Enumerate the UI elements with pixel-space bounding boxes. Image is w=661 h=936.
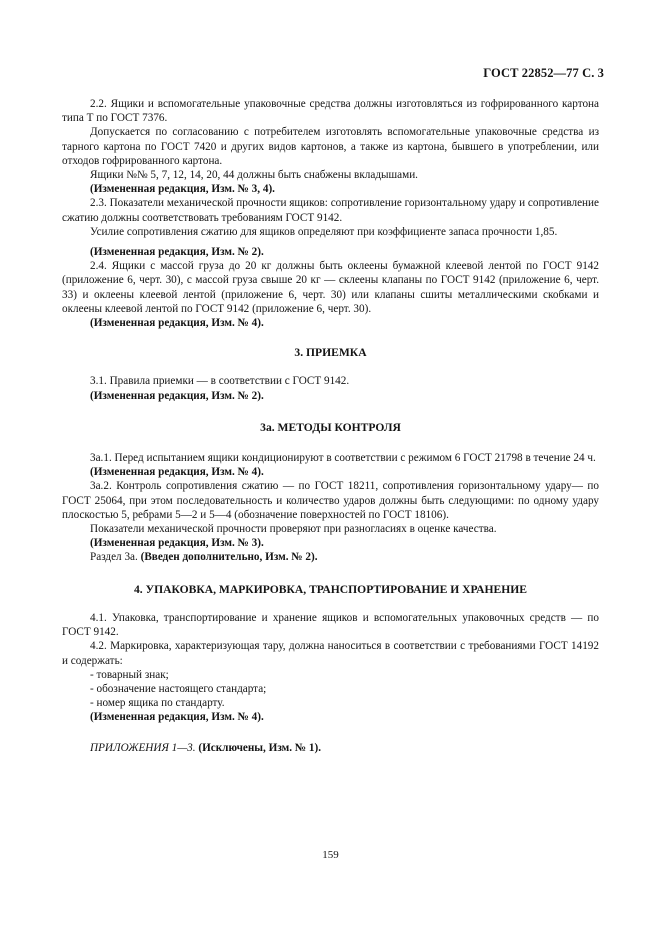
- amendment-note: (Измененная редакция, Изм. № 3).: [90, 537, 264, 550]
- clause-3a-2: 3а.2. Контроль сопротивления сжатию — по ГОСТ 18211, сопротивления горизонтальному удару— по ГОСТ 25064, при этом последовательность и количество ударов должны быть следующими: по одному удару плоскостью 5, ребрами 5—2 и 5—4 (обозначение поверхностей по ГОСТ 18106).: [62, 480, 599, 521]
- amendment-note: (Измененная редакция, Изм. № 4).: [90, 466, 264, 479]
- list-item: - номер ящика по стандарту.: [90, 697, 225, 710]
- clause-2-2-inserts: Ящики №№ 5, 7, 12, 14, 20, 44 должны быть снабжены вкладышами.: [90, 169, 418, 182]
- page-number: 159: [322, 849, 339, 861]
- section-3a-note-amendment: (Введен дополнительно, Изм. № 2).: [140, 551, 318, 564]
- amendment-note: (Измененная редакция, Изм. № 4).: [90, 711, 264, 724]
- section-heading-packaging: 4. УПАКОВКА, МАРКИРОВКА, ТРАНСПОРТИРОВАНИЕ И ХРАНЕНИЕ: [133, 582, 528, 596]
- section-3a-note: [62, 550, 599, 564]
- section-heading-test-methods: 3а. МЕТОДЫ КОНТРОЛЯ: [260, 420, 401, 434]
- appendices-label: ПРИЛОЖЕНИЯ 1—3.: [90, 741, 196, 754]
- clause-2-2: 2.2. Ящики и вспомогательные упаковочные средства должны изготовляться из гофрированного картона типа Т по ГОСТ 7376.: [62, 98, 599, 125]
- clause-3a-2-note: Показатели механической прочности проверяют при разногласиях в оценке качества.: [90, 523, 497, 536]
- clause-2-2-allowance: Допускается по согласованию с потребителем изготовлять вспомогательные упаковочные средства из тарного картона по ГОСТ 7420 и других видов картонов, а также из картона, бывшего в употреблении, или отходов гофрированного картона.: [62, 126, 599, 167]
- amendment-note: (Измененная редакция, Изм. № 4).: [90, 317, 264, 330]
- document-body: [62, 97, 599, 755]
- appendices-amendment: (Исключены, Изм. № 1).: [195, 741, 322, 754]
- list-item: - обозначение настоящего стандарта;: [90, 682, 267, 695]
- amendment-note: (Измененная редакция, Изм. № 2).: [90, 389, 264, 402]
- section-heading-acceptance: 3. ПРИЕМКА: [294, 346, 367, 360]
- clause-2-3-force: Усилие сопротивления сжатию для ящиков определяют при коэффициенте запаса прочности 1,85.: [90, 225, 558, 238]
- amendment-note: (Измененная редакция, Изм. № 2).: [90, 246, 264, 259]
- clause-2-3: 2.3. Показатели механической прочности ящиков: сопротивление горизонтальному удару и сопротивление сжатию должны соответствовать требованиям ГОСТ 9142.: [62, 197, 599, 224]
- clause-2-4: 2.4. Ящики с массой груза до 20 кг должны быть оклеены бумажной клеевой лентой по ГОСТ 9142 (приложение 6, черт. 30), с массой груза свыше 20 кг — склеены клапаны по ГОСТ 9142 (приложение 6, черт. 33) и оклеены клеевой лентой (приложение 6, черт. 30) или клапаны сшиты металлическими скобками и оклеены клеевой лентой по ГОСТ 9142 (приложение 6, черт. 30).: [62, 260, 599, 315]
- list-item: - товарный знак;: [90, 668, 169, 681]
- clause-3-1: 3.1. Правила приемки — в соответствии с ГОСТ 9142.: [90, 375, 350, 388]
- amendment-note: (Измененная редакция, Изм. № 3, 4).: [90, 183, 275, 196]
- clause-4-1: 4.1. Упаковка, транспортирование и хранение ящиков и вспомогательных упаковочных средств — по ГОСТ 9142.: [62, 611, 599, 639]
- page-header: ГОСТ 22852—77 С. 3: [483, 66, 604, 80]
- clause-3a-1: 3а.1. Перед испытанием ящики кондиционируют в соответствии с режимом 6 ГОСТ 21798 в течение 24 ч.: [90, 452, 596, 465]
- clause-4-2: 4.2. Маркировка, характеризующая тару, должна наноситься в соответствии с требованиями ГОСТ 14192 и содержать:: [62, 640, 599, 667]
- appendices-note: [62, 741, 599, 755]
- section-3a-note-label: Раздел 3а.: [90, 551, 141, 564]
